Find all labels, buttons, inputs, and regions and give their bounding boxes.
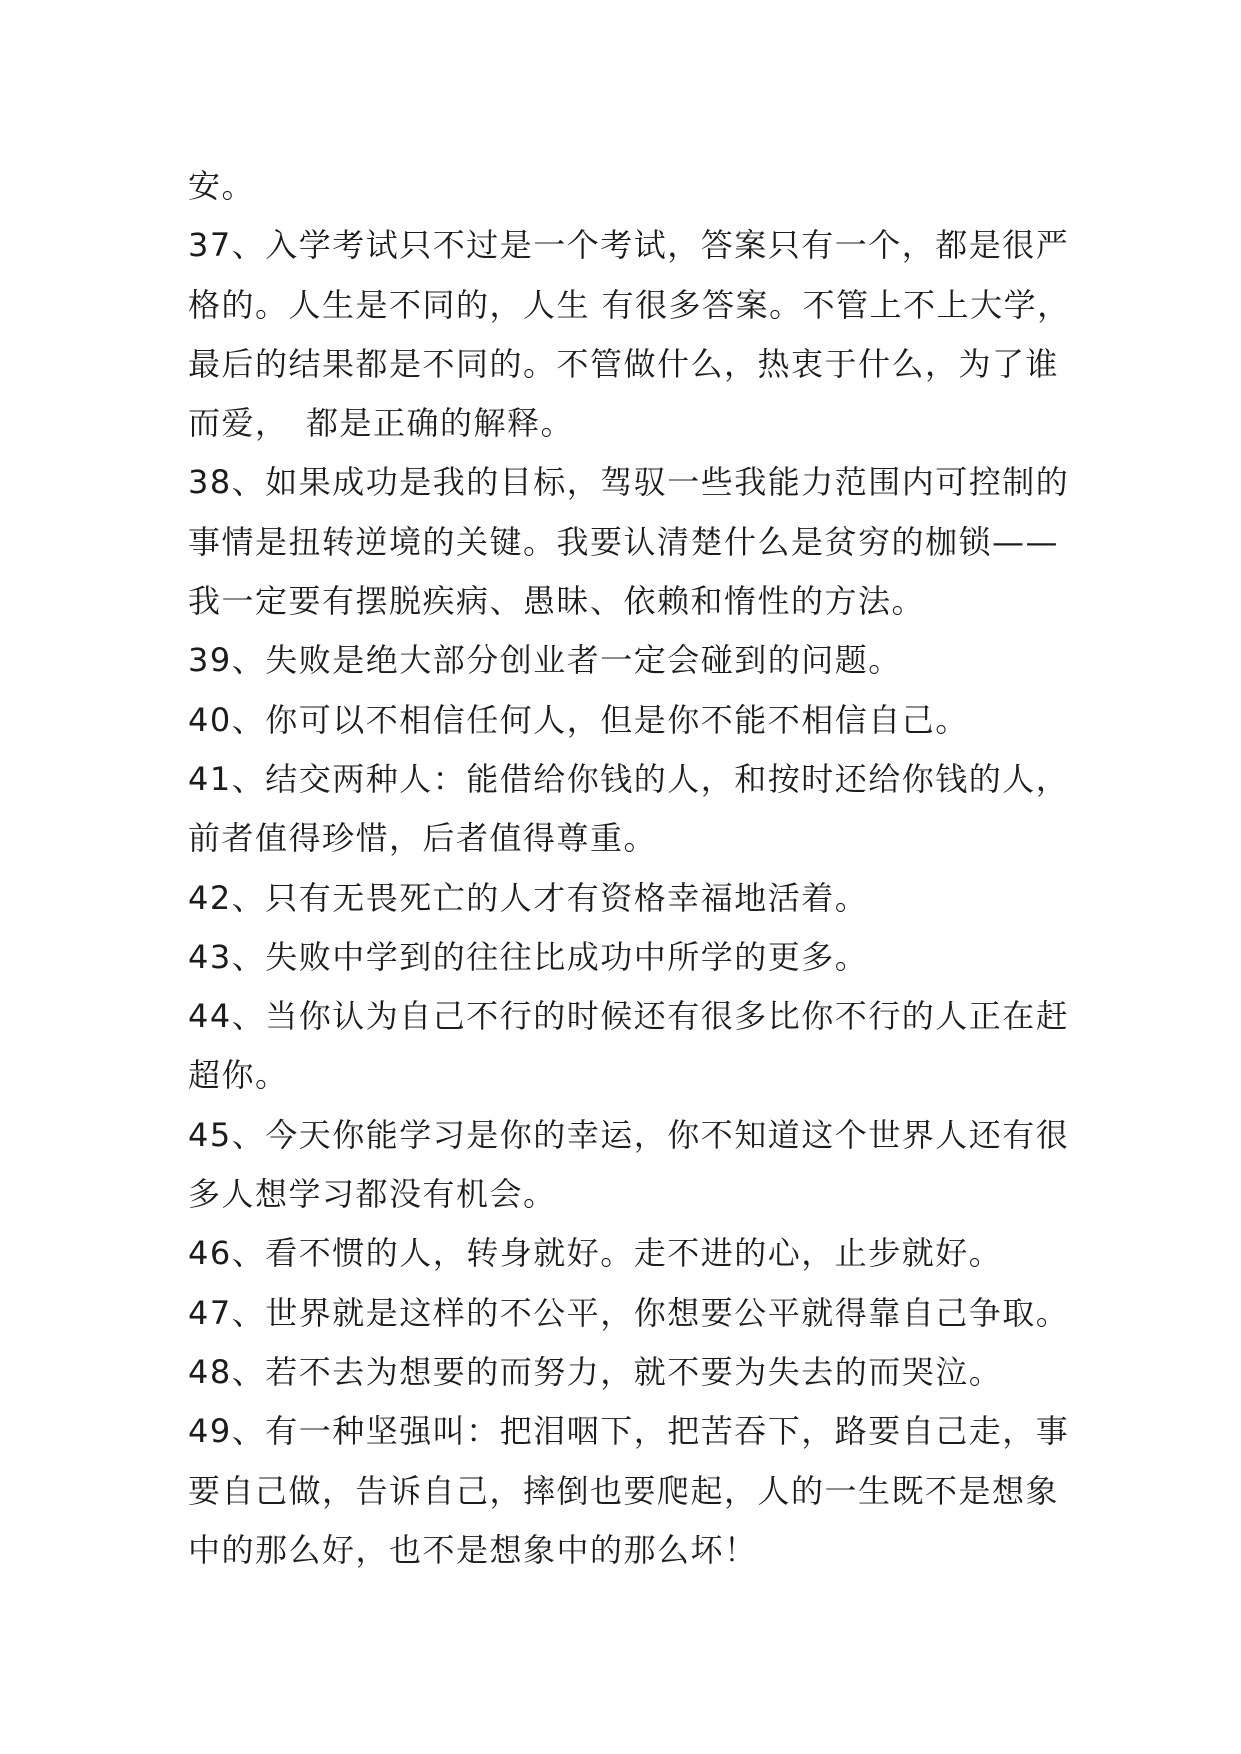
text-line: 事情是扭转逆境的关键。我要认清楚什么是贫穷的枷锁—— <box>188 522 1060 561</box>
text-line: 41、结交两种人：能借给你钱的人，和按时还给你钱的人， <box>188 759 1070 798</box>
text-line: 46、看不惯的人，转身就好。走不进的心，止步就好。 <box>188 1234 1003 1273</box>
text-line: 超你。 <box>188 1056 289 1095</box>
text-line: 要自己做，告诉自己，摔倒也要爬起，人的一生既不是想象 <box>188 1471 1060 1510</box>
text-line: 43、失败中学到的往往比成功中所学的更多。 <box>188 937 869 976</box>
text-line: 44、当你认为自己不行的时候还有很多比你不行的人正在赶 <box>188 997 1070 1036</box>
text-line: 39、失败是绝大部分创业者一定会碰到的问题。 <box>188 641 902 680</box>
text-line: 47、世界就是这样的不公平，你想要公平就得靠自己争取。 <box>188 1293 1070 1332</box>
text-line: 格的。人生是不同的，人生 有很多答案。不管上不上大学， <box>188 285 1071 324</box>
text-line: 中的那么好，也不是想象中的那么坏！ <box>188 1530 758 1569</box>
text-line: 38、如果成功是我的目标，驾驭一些我能力范围内可控制的 <box>188 463 1070 502</box>
text-line: 我一定要有摆脱疾病、愚昧、依赖和惰性的方法。 <box>188 582 926 621</box>
text-line: 最后的结果都是不同的。不管做什么，热衷于什么，为了谁 <box>188 344 1060 383</box>
text-line: 安。 <box>188 167 256 205</box>
text-line: 42、只有无畏死亡的人才有资格幸福地活着。 <box>188 878 869 917</box>
text-line: 前者值得珍惜，后者值得尊重。 <box>188 819 658 858</box>
text-line: 45、今天你能学习是你的幸运，你不知道这个世界人还有很 <box>188 1115 1070 1154</box>
text-line: 而爱， 都是正确的解释。 <box>188 404 575 443</box>
text-line: 多人想学习都没有机会。 <box>188 1175 557 1214</box>
document-body <box>188 157 1071 1580</box>
text-line: 48、若不去为想要的而努力，就不要为失去的而哭泣。 <box>188 1352 1003 1391</box>
text-line: 40、你可以不相信任何人，但是你不能不相信自己。 <box>188 700 969 739</box>
text-line: 37、入学考试只不过是一个考试，答案只有一个，都是很严 <box>188 226 1070 265</box>
text-line: 49、有一种坚强叫：把泪咽下，把苦吞下，路要自己走，事 <box>188 1412 1070 1451</box>
